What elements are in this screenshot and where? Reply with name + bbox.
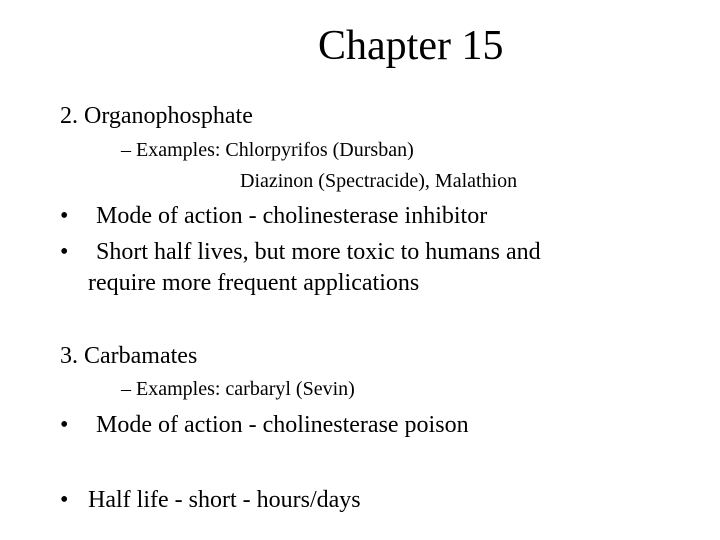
bullet-carbamates-mode-of-action: Mode of action - cholinesterase poison — [96, 412, 469, 438]
slide-title: Chapter 15 — [318, 23, 504, 69]
bullet-marker: • — [60, 203, 69, 229]
bullet-marker: • — [60, 412, 69, 438]
bullet-organophosphate-half-lives-continuation: require more frequent applications — [88, 270, 420, 296]
bullet-marker: • — [60, 487, 69, 513]
organophosphate-examples-line-2: Diazinon (Spectracide), Malathion — [240, 170, 518, 192]
bullet-marker: • — [60, 239, 69, 265]
section-heading-carbamates: 3. Carbamates — [60, 343, 198, 369]
bullet-half-life: Half life - short - hours/days — [88, 487, 361, 513]
organophosphate-examples-line-1: – Examples: Chlorpyrifos (Dursban) — [121, 139, 414, 161]
bullet-organophosphate-mode-of-action: Mode of action - cholinesterase inhibitor — [96, 203, 488, 229]
carbamates-examples-line-1: – Examples: carbaryl (Sevin) — [121, 378, 355, 400]
bullet-organophosphate-half-lives: Short half lives, but more toxic to humans and — [96, 239, 541, 265]
section-heading-organophosphate: 2. Organophosphate — [60, 103, 253, 129]
